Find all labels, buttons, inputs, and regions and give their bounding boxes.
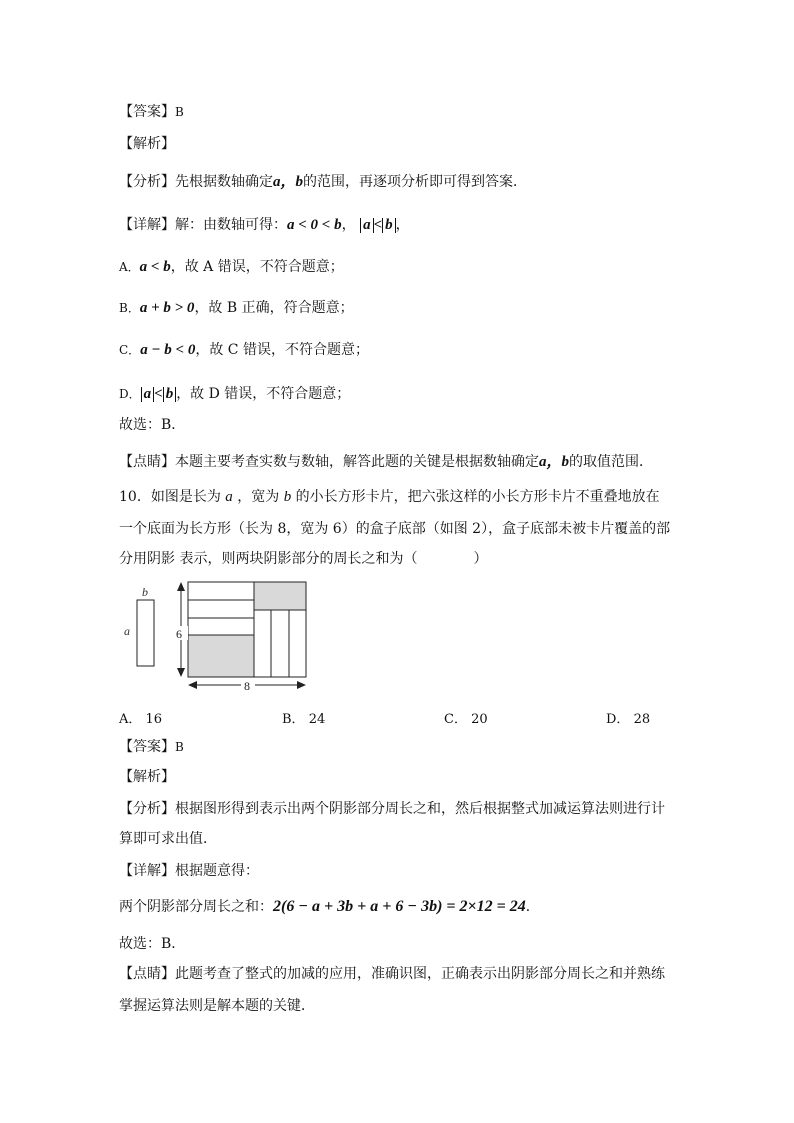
option-label: D． <box>606 712 630 727</box>
option-text: ，故 C 错误，不符合题意； <box>195 342 369 358</box>
q10-xiangjie-line <box>119 861 259 881</box>
q10-stem-line1 <box>119 487 660 507</box>
q9-option-d <box>119 384 350 404</box>
fenxi-tag: 【分析】 <box>119 174 175 190</box>
sum-pre: 两个阴影部分周长之和： <box>119 899 273 915</box>
shaded-region-bottom-left <box>188 635 254 677</box>
lt-sign: < <box>373 217 383 233</box>
card-label-a: a <box>124 624 130 638</box>
option-label: D． <box>119 387 141 401</box>
q10-stem-line3: 分用阴影 表示，则两块阴影部分的周长之和为（ ） <box>119 551 488 567</box>
answer-tag: 【答案】 <box>119 739 175 755</box>
fenxi-post: 的范围，再逐项分析即可得到答案． <box>303 174 528 190</box>
fenxi-tag: 【分析】 <box>119 801 175 817</box>
dianjing-text: 此题考查了整式的加减的应用，准确识图，正确表示出阴影部分周长之和并熟练 <box>175 966 665 982</box>
width-label: 8 <box>244 679 250 693</box>
xiangjie-pre: 解：由数轴可得： <box>175 217 287 233</box>
dianjing-tag: 【点睛】 <box>119 454 175 470</box>
answer-value: B <box>175 740 184 754</box>
stem-var-b: b <box>283 489 292 505</box>
xiangjie-inequality: a < 0 < b <box>287 217 342 233</box>
xiangjie-end: ， <box>395 217 410 233</box>
sum-end: ． <box>525 899 540 915</box>
fenxi-vars: a，b <box>273 174 304 190</box>
dianjing-pre: 本题主要考查实数与数轴，解答此题的关键是根据数轴确定 <box>175 454 539 470</box>
option-label: C． <box>444 712 467 727</box>
dianjing-post: 的取值范围． <box>569 454 654 470</box>
q10-option-d <box>606 708 650 727</box>
q10-stem-line2: 一个底面为长方形（长为 8，宽为 6）的盒子底部（如图 2），盒子底部未被卡片覆盖的部 <box>119 521 671 537</box>
option-value: 28 <box>633 712 651 727</box>
q10-sum-line <box>119 897 540 917</box>
shaded-region-top-right <box>254 582 306 610</box>
option-text: ，故 D 错误，不符合题意； <box>176 386 351 402</box>
stem-var-a: a <box>225 489 233 505</box>
option-label: B． <box>282 712 305 727</box>
dianjing-vars: a，b <box>539 454 570 470</box>
q9-option-b <box>119 298 354 318</box>
fenxi-pre: 先根据数轴确定 <box>175 174 273 190</box>
abs-a: a <box>141 387 155 402</box>
dianjing-tag: 【点睛】 <box>119 966 175 982</box>
q10-option-b <box>282 708 325 727</box>
box-figure <box>115 578 320 693</box>
q10-analysis-tag: 【解析】 <box>119 769 175 785</box>
answer-tag: 【答案】 <box>119 104 175 120</box>
q10-dianjing-line1 <box>119 964 665 984</box>
q10-dianjing-line2: 掌握运算法则是解本题的关键． <box>119 998 315 1014</box>
q10-fenxi-line1 <box>119 799 665 819</box>
abs-b: b <box>382 218 396 233</box>
q9-fenxi-line <box>119 172 527 192</box>
option-math: a < b <box>139 259 171 275</box>
option-value: 20 <box>471 712 488 727</box>
option-label: B． <box>119 301 140 315</box>
option-math: a − b < 0 <box>140 342 196 358</box>
xiangjie-text: 根据题意得： <box>175 863 259 879</box>
q9-choice: 故选：B． <box>119 417 186 433</box>
sum-formula: 2(6 − a + 3b + a + 6 − 3b) = 2×12 = 24 <box>273 898 526 915</box>
xiangjie-tag: 【详解】 <box>119 217 175 233</box>
lt-sign: < <box>154 386 163 402</box>
option-label: C． <box>119 343 141 357</box>
stem-part: 10．如图是长为 <box>119 489 221 505</box>
stem-part: 的小长方形卡片，把六张这样的小长方形卡片不重叠地放在 <box>295 489 660 505</box>
option-math: a + b > 0 <box>139 300 195 316</box>
q9-option-c <box>119 340 369 360</box>
answer-value: B <box>175 105 184 119</box>
card-label-b: b <box>142 585 148 599</box>
q9-xiangjie-line <box>119 215 410 235</box>
option-text: ，故 B 正确，符合题意； <box>194 300 354 316</box>
option-label: A． <box>119 260 140 274</box>
xiangjie-tag: 【详解】 <box>119 863 175 879</box>
height-label: 6 <box>176 627 182 641</box>
q10-option-c <box>444 708 488 727</box>
option-value: 24 <box>308 712 326 727</box>
single-card <box>137 600 154 666</box>
option-text: ，故 A 错误，不符合题意； <box>170 259 344 275</box>
q9-dianjing-line <box>119 452 653 472</box>
abs-b: b <box>163 387 177 402</box>
q10-choice: 故选：B． <box>119 936 186 952</box>
q10-option-a <box>119 708 162 727</box>
q10-fenxi-line2: 算即可求出值． <box>119 831 217 847</box>
stem-part: ，宽为 <box>237 489 280 505</box>
option-label: A． <box>119 712 142 727</box>
q9-option-a <box>119 257 344 277</box>
option-value: 16 <box>145 712 163 727</box>
q9-answer-line <box>119 102 184 122</box>
fenxi-text: 根据图形得到表示出两个阴影部分周长之和，然后根据整式加减运算法则进行计 <box>175 801 665 817</box>
q9-analysis-tag: 【解析】 <box>119 136 175 152</box>
abs-a: a <box>360 218 374 233</box>
q10-answer-line <box>119 737 184 757</box>
xiangjie-sep: ， <box>341 217 356 233</box>
